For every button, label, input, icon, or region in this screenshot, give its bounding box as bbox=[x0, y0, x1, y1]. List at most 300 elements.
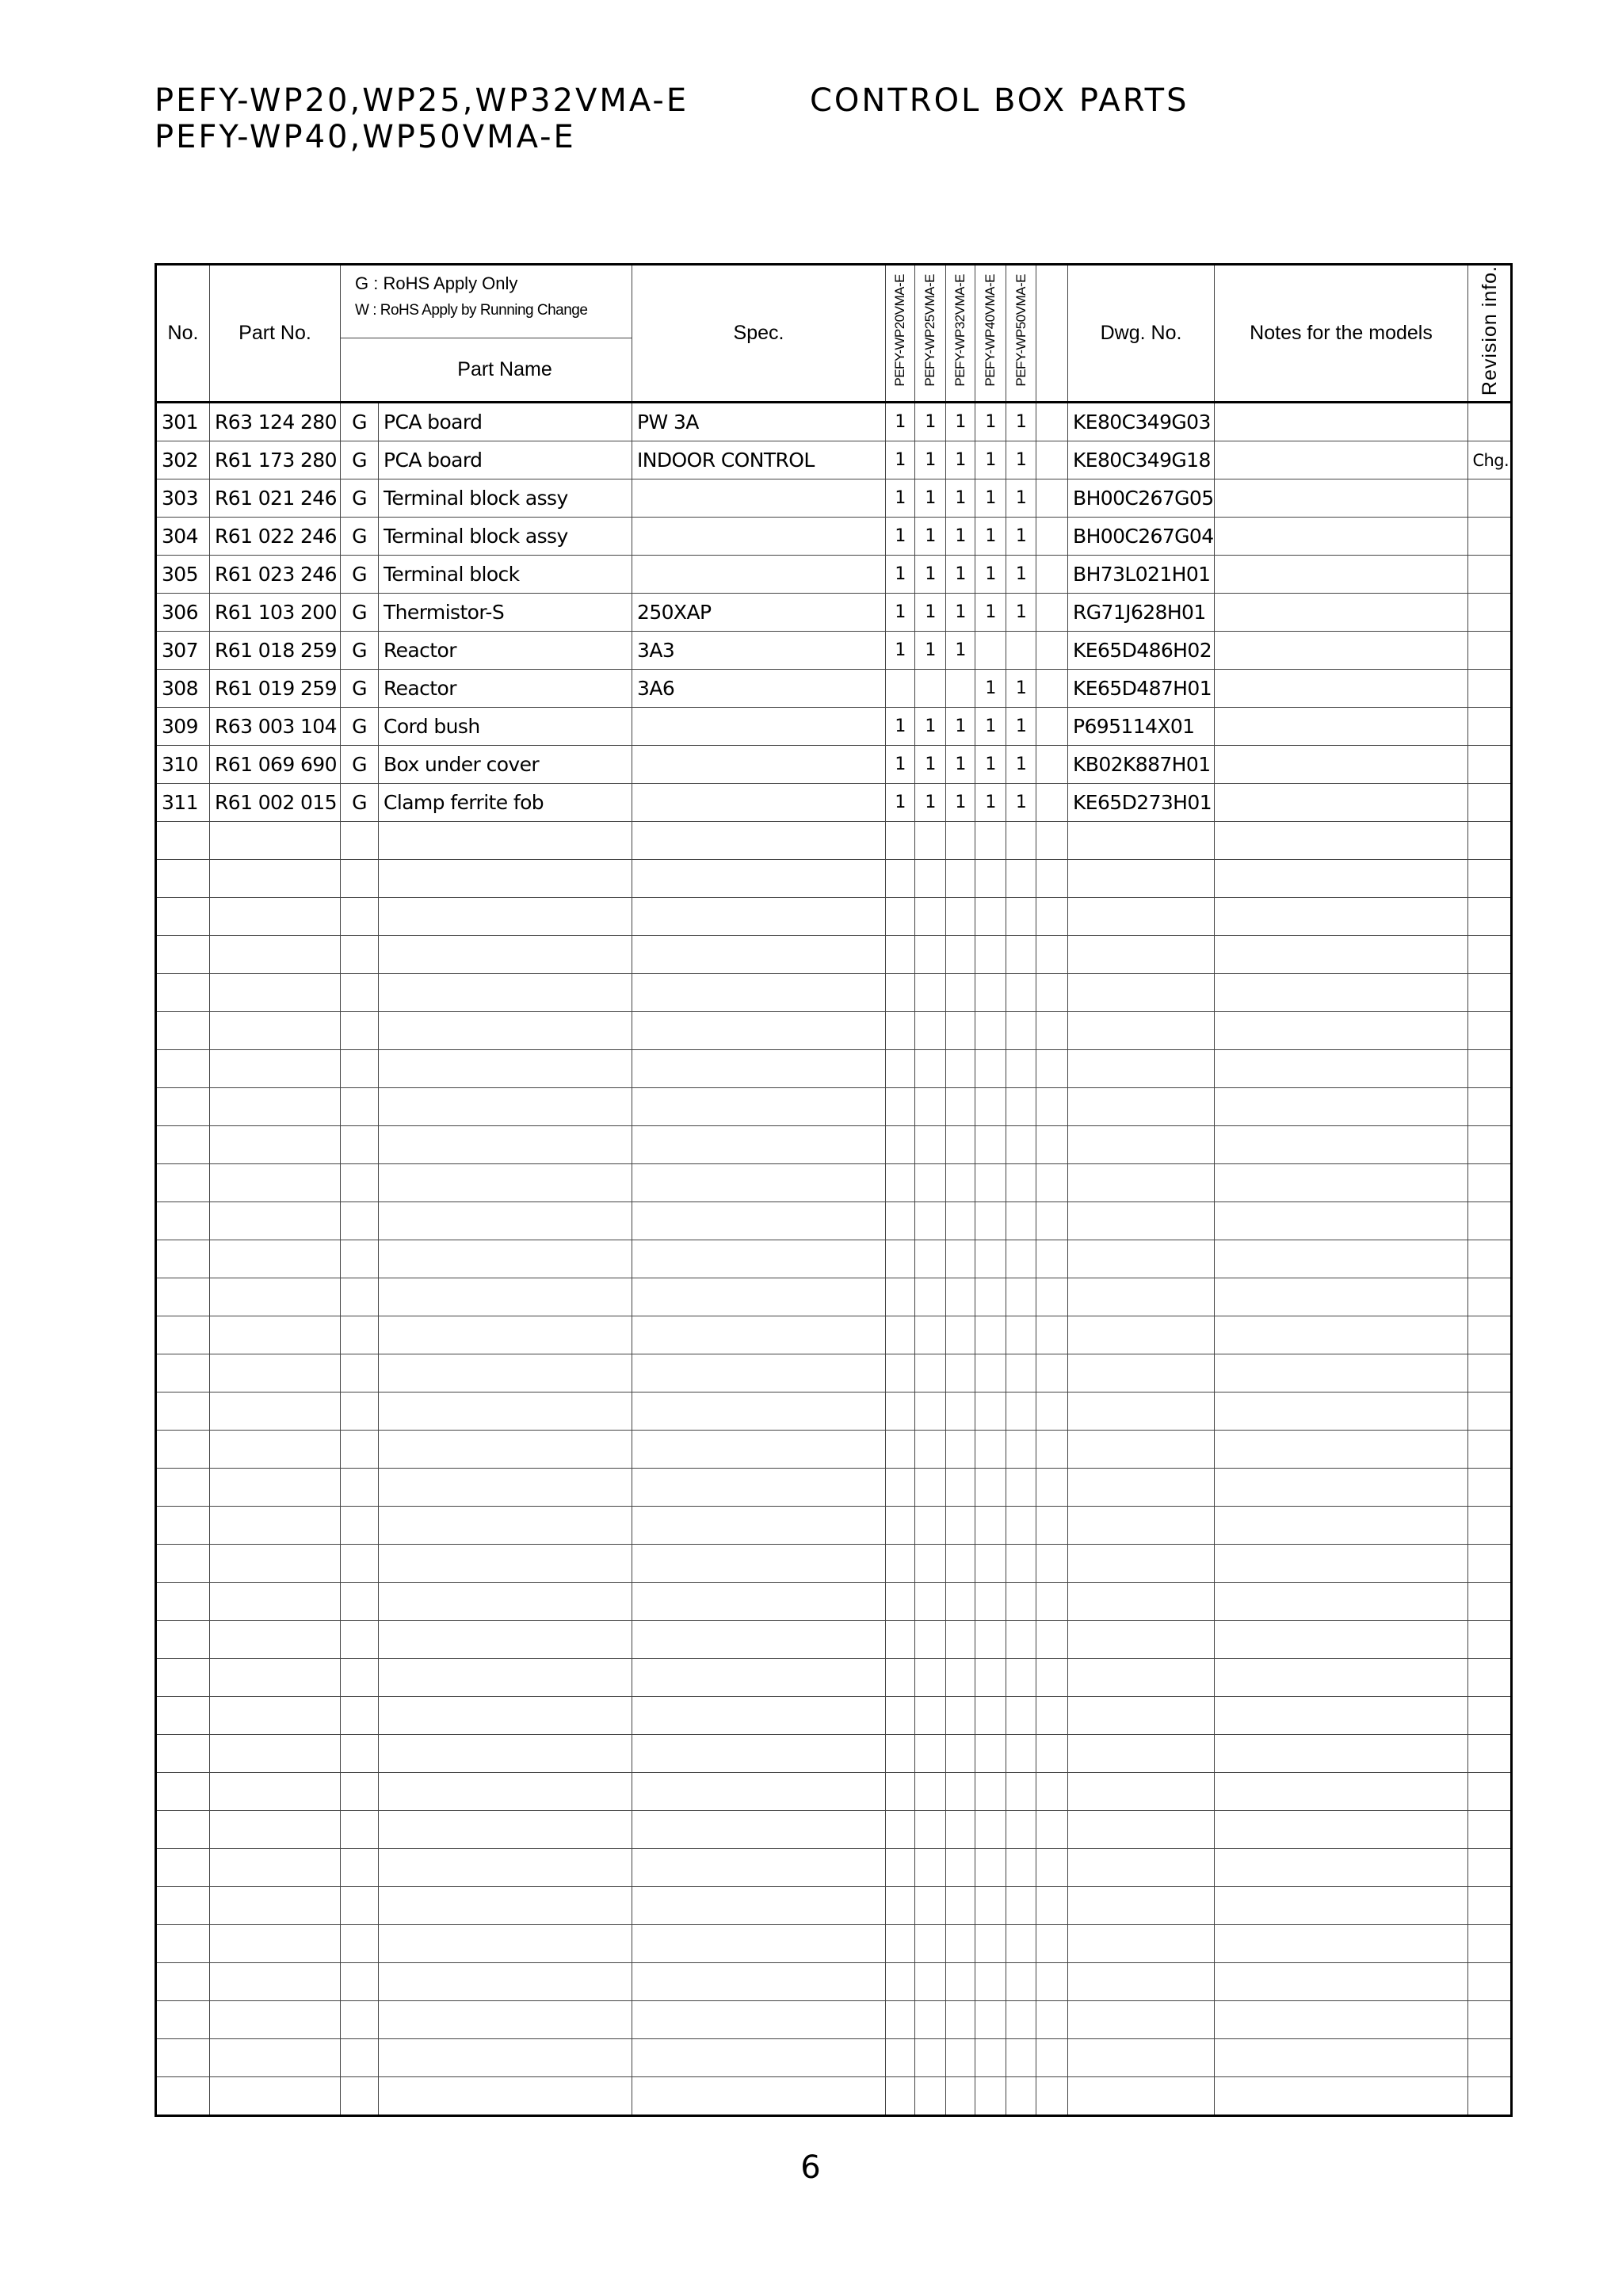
rohs-flag: G bbox=[341, 746, 379, 784]
empty-cell bbox=[1068, 1811, 1215, 1849]
empty-table-row bbox=[156, 2039, 1512, 2077]
empty-cell bbox=[1036, 1126, 1068, 1164]
empty-cell bbox=[341, 1925, 379, 1963]
spec: 3A3 bbox=[632, 632, 886, 670]
empty-cell bbox=[946, 2077, 975, 2116]
empty-cell bbox=[210, 1621, 341, 1659]
empty-cell bbox=[1036, 1202, 1068, 1240]
empty-cell bbox=[156, 1925, 210, 1963]
empty-cell bbox=[886, 1773, 915, 1811]
empty-cell bbox=[210, 1050, 341, 1088]
empty-cell bbox=[886, 1164, 915, 1202]
header-no: No. bbox=[156, 265, 210, 403]
empty-cell bbox=[946, 974, 975, 1012]
qty-model-4: 1 bbox=[975, 594, 1006, 632]
empty-cell bbox=[975, 1887, 1006, 1925]
empty-cell bbox=[915, 1088, 946, 1126]
rohs-flag: G bbox=[341, 708, 379, 746]
empty-cell bbox=[632, 860, 886, 898]
empty-cell bbox=[341, 822, 379, 860]
empty-cell bbox=[379, 2077, 632, 2116]
empty-cell bbox=[915, 1164, 946, 1202]
empty-cell bbox=[379, 1392, 632, 1431]
empty-cell bbox=[210, 1278, 341, 1316]
empty-cell bbox=[379, 1126, 632, 1164]
empty-cell bbox=[632, 1240, 886, 1278]
empty-cell bbox=[975, 822, 1006, 860]
empty-cell bbox=[886, 936, 915, 974]
empty-cell bbox=[1006, 1316, 1036, 1354]
empty-table-row bbox=[156, 822, 1512, 860]
empty-table-row bbox=[156, 1050, 1512, 1088]
empty-cell bbox=[1006, 1240, 1036, 1278]
empty-cell bbox=[946, 1621, 975, 1659]
revision-info bbox=[1468, 556, 1512, 594]
empty-cell bbox=[632, 1392, 886, 1431]
empty-table-row bbox=[156, 1164, 1512, 1202]
empty-cell bbox=[156, 1126, 210, 1164]
empty-cell bbox=[379, 1735, 632, 1773]
empty-cell bbox=[946, 1278, 975, 1316]
part-name: Reactor bbox=[379, 632, 632, 670]
model-notes bbox=[1215, 556, 1468, 594]
empty-cell bbox=[915, 822, 946, 860]
empty-cell bbox=[1468, 1316, 1512, 1354]
revision-info bbox=[1468, 632, 1512, 670]
header-spec: Spec. bbox=[632, 265, 886, 403]
empty-cell bbox=[341, 1545, 379, 1583]
drawing-number: KE80C349G18 bbox=[1068, 441, 1215, 479]
empty-cell bbox=[915, 1849, 946, 1887]
empty-cell bbox=[946, 1392, 975, 1431]
empty-cell bbox=[1215, 1887, 1468, 1925]
empty-cell bbox=[1215, 860, 1468, 898]
empty-table-row bbox=[156, 2077, 1512, 2116]
empty-cell bbox=[975, 1621, 1006, 1659]
empty-cell bbox=[210, 1659, 341, 1697]
empty-table-row bbox=[156, 1316, 1512, 1354]
empty-cell bbox=[156, 1697, 210, 1735]
empty-cell bbox=[946, 1849, 975, 1887]
empty-cell bbox=[1215, 1849, 1468, 1887]
empty-cell bbox=[1006, 1735, 1036, 1773]
empty-table-row bbox=[156, 1278, 1512, 1316]
empty-cell bbox=[1468, 1354, 1512, 1392]
qty-model-2: 1 bbox=[915, 746, 946, 784]
empty-cell bbox=[1468, 1849, 1512, 1887]
empty-cell bbox=[1006, 1963, 1036, 2001]
empty-cell bbox=[1215, 2039, 1468, 2077]
empty-cell bbox=[1068, 1278, 1215, 1316]
item-no: 305 bbox=[156, 556, 210, 594]
empty-cell bbox=[1215, 974, 1468, 1012]
empty-cell bbox=[1006, 1392, 1036, 1431]
part-name: Terminal block assy bbox=[379, 479, 632, 518]
empty-table-row bbox=[156, 936, 1512, 974]
qty-model-3 bbox=[946, 670, 975, 708]
empty-cell bbox=[632, 1507, 886, 1545]
qty-model-3: 1 bbox=[946, 784, 975, 822]
drawing-number: KE80C349G03 bbox=[1068, 403, 1215, 441]
empty-cell bbox=[886, 1240, 915, 1278]
empty-table-row bbox=[156, 1354, 1512, 1392]
empty-cell bbox=[156, 1469, 210, 1507]
empty-cell bbox=[886, 2077, 915, 2116]
empty-cell bbox=[1215, 2001, 1468, 2039]
empty-cell bbox=[1036, 1469, 1068, 1507]
blank-cell bbox=[1036, 670, 1068, 708]
empty-cell bbox=[886, 1392, 915, 1431]
model-notes bbox=[1215, 670, 1468, 708]
empty-cell bbox=[1036, 2039, 1068, 2077]
empty-cell bbox=[1215, 1126, 1468, 1164]
qty-model-5: 1 bbox=[1006, 441, 1036, 479]
qty-model-4: 1 bbox=[975, 403, 1006, 441]
empty-cell bbox=[1468, 1887, 1512, 1925]
empty-cell bbox=[632, 1925, 886, 1963]
part-name-label: Part Name bbox=[457, 358, 552, 381]
rohs-flag: G bbox=[341, 479, 379, 518]
empty-cell bbox=[632, 1811, 886, 1849]
empty-cell bbox=[379, 1963, 632, 2001]
empty-cell bbox=[156, 1354, 210, 1392]
empty-cell bbox=[156, 1507, 210, 1545]
qty-model-3: 1 bbox=[946, 441, 975, 479]
empty-cell bbox=[1006, 1126, 1036, 1164]
empty-cell bbox=[1006, 1354, 1036, 1392]
qty-model-1: 1 bbox=[886, 784, 915, 822]
empty-cell bbox=[946, 1164, 975, 1202]
empty-cell bbox=[632, 1659, 886, 1697]
empty-cell bbox=[341, 2077, 379, 2116]
empty-cell bbox=[379, 1164, 632, 1202]
revision-info bbox=[1468, 594, 1512, 632]
empty-cell bbox=[1468, 822, 1512, 860]
part-name: Terminal block assy bbox=[379, 518, 632, 556]
qty-model-1: 1 bbox=[886, 746, 915, 784]
part-name: Reactor bbox=[379, 670, 632, 708]
empty-cell bbox=[915, 1202, 946, 1240]
qty-model-2 bbox=[915, 670, 946, 708]
empty-cell bbox=[975, 1392, 1006, 1431]
empty-cell bbox=[1036, 1545, 1068, 1583]
empty-cell bbox=[1006, 1583, 1036, 1621]
qty-model-5: 1 bbox=[1006, 594, 1036, 632]
empty-cell bbox=[156, 974, 210, 1012]
empty-cell bbox=[1068, 860, 1215, 898]
empty-cell bbox=[1068, 1469, 1215, 1507]
empty-cell bbox=[632, 1354, 886, 1392]
empty-cell bbox=[632, 936, 886, 974]
empty-cell bbox=[1068, 1849, 1215, 1887]
empty-cell bbox=[210, 1811, 341, 1849]
spec: INDOOR CONTROL bbox=[632, 441, 886, 479]
qty-model-3: 1 bbox=[946, 746, 975, 784]
empty-cell bbox=[341, 1202, 379, 1240]
qty-model-1: 1 bbox=[886, 556, 915, 594]
empty-cell bbox=[975, 1773, 1006, 1811]
empty-cell bbox=[975, 1507, 1006, 1545]
empty-cell bbox=[946, 2001, 975, 2039]
qty-model-4: 1 bbox=[975, 518, 1006, 556]
empty-cell bbox=[1468, 1278, 1512, 1316]
empty-cell bbox=[1215, 1697, 1468, 1735]
empty-cell bbox=[1468, 1469, 1512, 1507]
empty-cell bbox=[915, 1963, 946, 2001]
part-number: R61 023 246 bbox=[210, 556, 341, 594]
empty-cell bbox=[341, 1963, 379, 2001]
rohs-flag: G bbox=[341, 632, 379, 670]
empty-cell bbox=[1468, 2077, 1512, 2116]
qty-model-5: 1 bbox=[1006, 708, 1036, 746]
empty-cell bbox=[1036, 1164, 1068, 1202]
empty-cell bbox=[1036, 2077, 1068, 2116]
empty-cell bbox=[1215, 1202, 1468, 1240]
empty-cell bbox=[975, 1583, 1006, 1621]
drawing-number: KB02K887H01 bbox=[1068, 746, 1215, 784]
empty-cell bbox=[1468, 1202, 1512, 1240]
empty-cell bbox=[1006, 1507, 1036, 1545]
empty-cell bbox=[341, 1012, 379, 1050]
model-notes bbox=[1215, 518, 1468, 556]
empty-cell bbox=[975, 936, 1006, 974]
empty-cell bbox=[886, 1925, 915, 1963]
table-row bbox=[156, 632, 1512, 670]
header-model-2 bbox=[915, 265, 946, 403]
empty-cell bbox=[379, 1469, 632, 1507]
empty-cell bbox=[886, 1849, 915, 1887]
empty-cell bbox=[975, 1240, 1006, 1278]
empty-cell bbox=[1006, 1887, 1036, 1925]
empty-cell bbox=[1468, 1773, 1512, 1811]
empty-cell bbox=[1068, 1963, 1215, 2001]
empty-cell bbox=[915, 1621, 946, 1659]
empty-cell bbox=[210, 1431, 341, 1469]
empty-cell bbox=[975, 1811, 1006, 1849]
table-row bbox=[156, 403, 1512, 441]
empty-cell bbox=[1036, 1659, 1068, 1697]
empty-cell bbox=[632, 1735, 886, 1773]
empty-table-row bbox=[156, 1583, 1512, 1621]
empty-cell bbox=[1068, 1431, 1215, 1469]
empty-cell bbox=[156, 936, 210, 974]
model-notes bbox=[1215, 746, 1468, 784]
model-notes bbox=[1215, 594, 1468, 632]
empty-cell bbox=[886, 1469, 915, 1507]
qty-model-3: 1 bbox=[946, 556, 975, 594]
empty-cell bbox=[1215, 1925, 1468, 1963]
header-model-3 bbox=[946, 265, 975, 403]
rohs-flag: G bbox=[341, 784, 379, 822]
empty-cell bbox=[915, 1925, 946, 1963]
qty-model-5: 1 bbox=[1006, 403, 1036, 441]
empty-cell bbox=[1036, 1392, 1068, 1431]
qty-model-5: 1 bbox=[1006, 518, 1036, 556]
empty-table-row bbox=[156, 1469, 1512, 1507]
empty-cell bbox=[632, 1164, 886, 1202]
legend-w: W : RoHS Apply by Running Change bbox=[355, 302, 588, 319]
part-number: R61 018 259 bbox=[210, 632, 341, 670]
empty-cell bbox=[1468, 1431, 1512, 1469]
table-row bbox=[156, 441, 1512, 479]
empty-cell bbox=[1036, 936, 1068, 974]
part-number: R63 124 280 bbox=[210, 403, 341, 441]
table-row bbox=[156, 708, 1512, 746]
empty-cell bbox=[210, 1164, 341, 1202]
drawing-number: BH73L021H01 bbox=[1068, 556, 1215, 594]
part-number: R61 019 259 bbox=[210, 670, 341, 708]
empty-cell bbox=[886, 974, 915, 1012]
qty-model-1: 1 bbox=[886, 403, 915, 441]
empty-cell bbox=[1006, 1773, 1036, 1811]
empty-cell bbox=[975, 974, 1006, 1012]
empty-cell bbox=[379, 1621, 632, 1659]
empty-cell bbox=[210, 1469, 341, 1507]
empty-cell bbox=[379, 1316, 632, 1354]
empty-cell bbox=[915, 1697, 946, 1735]
table-row bbox=[156, 746, 1512, 784]
qty-model-5: 1 bbox=[1006, 479, 1036, 518]
header-model-4 bbox=[975, 265, 1006, 403]
spec: 3A6 bbox=[632, 670, 886, 708]
empty-cell bbox=[156, 2001, 210, 2039]
empty-cell bbox=[1036, 1887, 1068, 1925]
empty-cell bbox=[1006, 2001, 1036, 2039]
empty-cell bbox=[156, 1088, 210, 1126]
empty-cell bbox=[1006, 1925, 1036, 1963]
rohs-flag: G bbox=[341, 556, 379, 594]
empty-cell bbox=[379, 1202, 632, 1240]
empty-cell bbox=[886, 1545, 915, 1583]
empty-cell bbox=[341, 1621, 379, 1659]
empty-table-row bbox=[156, 860, 1512, 898]
empty-cell bbox=[1215, 1050, 1468, 1088]
empty-cell bbox=[379, 1887, 632, 1925]
empty-cell bbox=[156, 1316, 210, 1354]
empty-cell bbox=[975, 1735, 1006, 1773]
empty-cell bbox=[975, 1164, 1006, 1202]
qty-model-3: 1 bbox=[946, 632, 975, 670]
empty-cell bbox=[632, 1202, 886, 1240]
table-row bbox=[156, 670, 1512, 708]
empty-cell bbox=[156, 1963, 210, 2001]
empty-cell bbox=[975, 1202, 1006, 1240]
model-notes bbox=[1215, 784, 1468, 822]
empty-cell bbox=[975, 1012, 1006, 1050]
empty-cell bbox=[1215, 1507, 1468, 1545]
empty-cell bbox=[1215, 1469, 1468, 1507]
empty-cell bbox=[1068, 2077, 1215, 2116]
empty-cell bbox=[210, 1735, 341, 1773]
empty-cell bbox=[210, 936, 341, 974]
empty-cell bbox=[1215, 1621, 1468, 1659]
empty-cell bbox=[210, 1849, 341, 1887]
qty-model-5 bbox=[1006, 632, 1036, 670]
empty-cell bbox=[886, 1621, 915, 1659]
empty-cell bbox=[632, 2001, 886, 2039]
drawing-number: KE65D486H02 bbox=[1068, 632, 1215, 670]
empty-cell bbox=[210, 2001, 341, 2039]
item-no: 302 bbox=[156, 441, 210, 479]
item-no: 310 bbox=[156, 746, 210, 784]
empty-cell bbox=[156, 1278, 210, 1316]
empty-cell bbox=[156, 1164, 210, 1202]
empty-cell bbox=[210, 1012, 341, 1050]
empty-cell bbox=[1468, 1963, 1512, 2001]
empty-cell bbox=[1036, 1621, 1068, 1659]
empty-cell bbox=[341, 1697, 379, 1735]
empty-cell bbox=[886, 2001, 915, 2039]
spec: PW 3A bbox=[632, 403, 886, 441]
empty-cell bbox=[1468, 1925, 1512, 1963]
qty-model-2: 1 bbox=[915, 594, 946, 632]
qty-model-2: 1 bbox=[915, 403, 946, 441]
title-line-1: PEFY-WP20,WP25,WP32VMA-E bbox=[155, 82, 689, 119]
empty-cell bbox=[1006, 974, 1036, 1012]
empty-cell bbox=[341, 1659, 379, 1697]
empty-table-row bbox=[156, 1811, 1512, 1849]
empty-cell bbox=[946, 1583, 975, 1621]
empty-table-row bbox=[156, 1963, 1512, 2001]
empty-cell bbox=[975, 860, 1006, 898]
empty-cell bbox=[1215, 1354, 1468, 1392]
empty-cell bbox=[632, 1278, 886, 1316]
empty-cell bbox=[379, 1431, 632, 1469]
empty-cell bbox=[1468, 1659, 1512, 1697]
empty-cell bbox=[1006, 822, 1036, 860]
empty-cell bbox=[632, 1012, 886, 1050]
blank-cell bbox=[1036, 784, 1068, 822]
qty-model-5: 1 bbox=[1006, 746, 1036, 784]
empty-cell bbox=[975, 1469, 1006, 1507]
empty-table-row bbox=[156, 1849, 1512, 1887]
empty-cell bbox=[379, 1354, 632, 1392]
empty-cell bbox=[946, 2039, 975, 2077]
empty-cell bbox=[632, 1126, 886, 1164]
empty-cell bbox=[1036, 1735, 1068, 1773]
empty-cell bbox=[156, 1202, 210, 1240]
empty-cell bbox=[1468, 1050, 1512, 1088]
empty-cell bbox=[915, 1050, 946, 1088]
parts-table bbox=[155, 263, 1513, 2117]
header-model-1 bbox=[886, 265, 915, 403]
qty-model-2: 1 bbox=[915, 556, 946, 594]
model-notes bbox=[1215, 708, 1468, 746]
revision-info bbox=[1468, 479, 1512, 518]
revision-info bbox=[1468, 784, 1512, 822]
empty-cell bbox=[210, 1697, 341, 1735]
empty-cell bbox=[156, 1240, 210, 1278]
part-number: R61 173 280 bbox=[210, 441, 341, 479]
part-name: PCA board bbox=[379, 441, 632, 479]
empty-cell bbox=[341, 1773, 379, 1811]
qty-model-1 bbox=[886, 670, 915, 708]
empty-cell bbox=[915, 1392, 946, 1431]
revision-info bbox=[1468, 403, 1512, 441]
empty-cell bbox=[341, 1050, 379, 1088]
empty-cell bbox=[1468, 1164, 1512, 1202]
empty-cell bbox=[1036, 974, 1068, 1012]
empty-cell bbox=[156, 1392, 210, 1431]
empty-cell bbox=[632, 1697, 886, 1735]
qty-model-1: 1 bbox=[886, 708, 915, 746]
part-name: Thermistor-S bbox=[379, 594, 632, 632]
empty-table-row bbox=[156, 1773, 1512, 1811]
empty-cell bbox=[210, 1583, 341, 1621]
empty-cell bbox=[156, 2077, 210, 2116]
drawing-number: BH00C267G05 bbox=[1068, 479, 1215, 518]
qty-model-3: 1 bbox=[946, 479, 975, 518]
